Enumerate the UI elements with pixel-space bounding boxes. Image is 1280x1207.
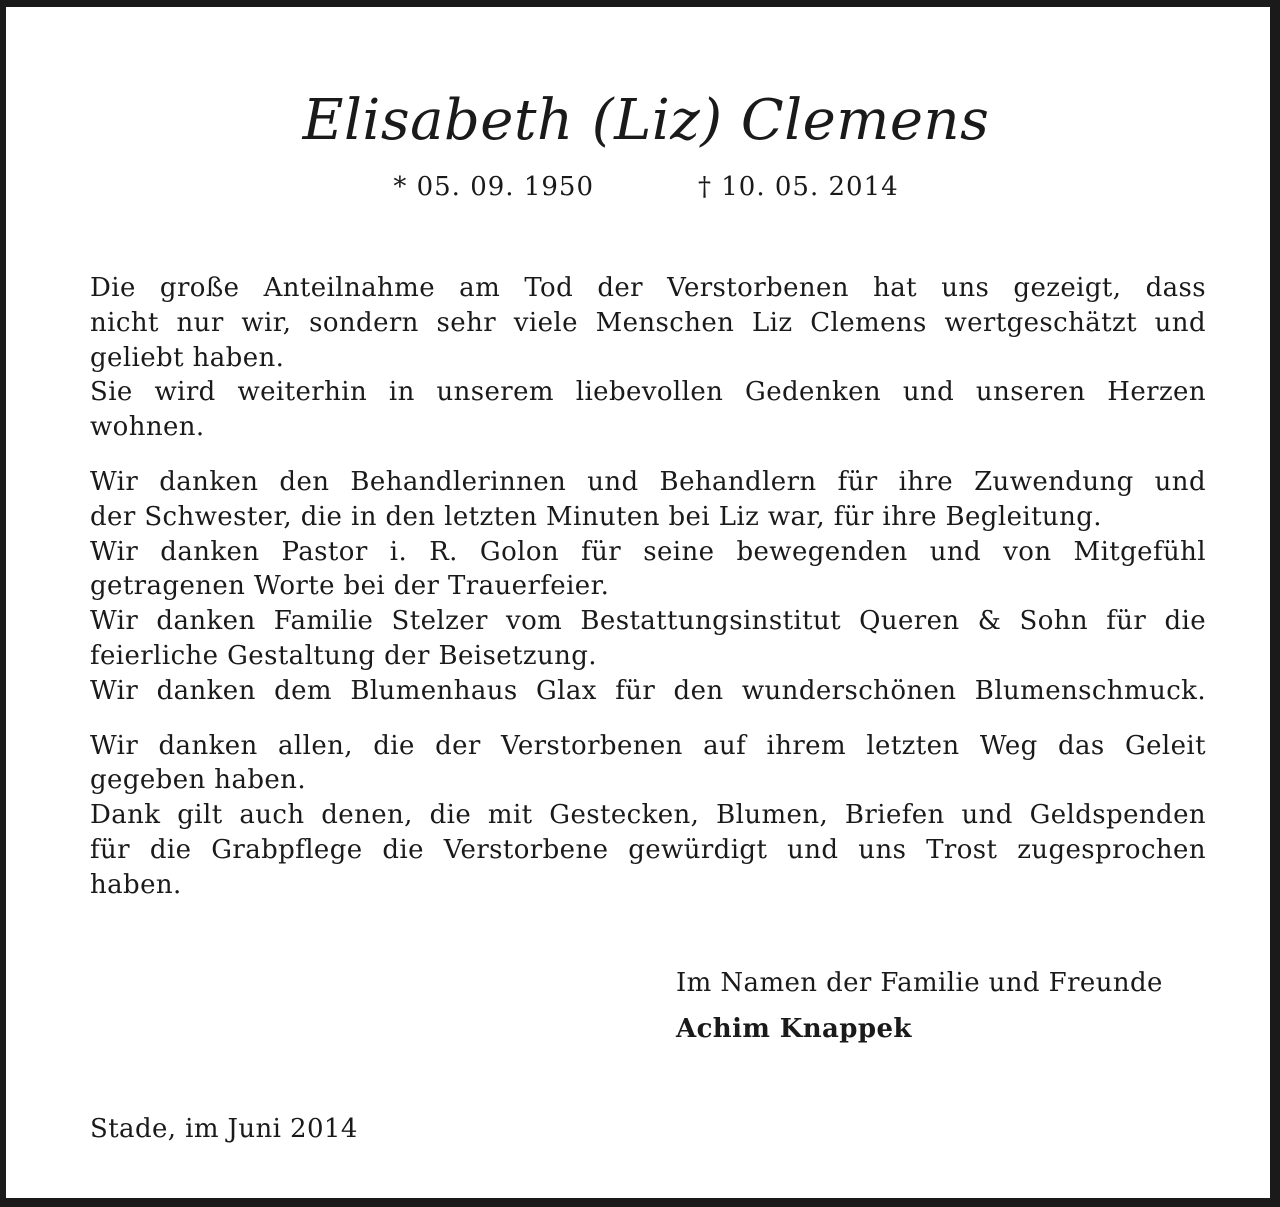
birth-date: * 05. 09. 1950 — [393, 172, 594, 202]
body-line: gegeben haben. — [90, 765, 306, 796]
body-line: feierliche Gestaltung der Beisetzung. — [90, 640, 597, 671]
body-line: Wir danken den Behandlerinnen und Behandlern für ihre Zuwendung und — [90, 466, 1206, 497]
signature-block — [676, 965, 1206, 1047]
death-date: † 10. 05. 2014 — [698, 172, 899, 202]
body-line: Wir danken allen, die der Verstorbenen auf ihrem letzten Weg das Geleit — [90, 730, 1206, 761]
body-line: der Schwester, die in den letzten Minuten bei Liz war, für ihre Begleitung. — [90, 501, 1102, 532]
body-line: geliebt haben. — [90, 342, 285, 373]
paragraph-condolence — [90, 271, 1206, 445]
body-line: getragenen Worte bei der Trauerfeier. — [90, 571, 610, 602]
signature-intro: Im Namen der Familie und Freunde — [676, 968, 1163, 998]
notice-body — [90, 271, 1206, 923]
body-line: haben. — [90, 869, 182, 900]
body-line: wohnen. — [90, 412, 205, 443]
body-line: Sie wird weiterhin in unserem liebevollen Gedenken und unseren Herzen — [90, 377, 1206, 408]
deceased-name: Elisabeth (Liz) Clemens — [302, 88, 990, 153]
body-line: Wir danken dem Blumenhaus Glax für den wunderschönen Blumenschmuck. — [90, 675, 1206, 706]
body-line: nicht nur wir, sondern sehr viele Menschen Liz Clemens wertgeschätzt und — [90, 307, 1206, 338]
signature-name: Achim Knappek — [676, 1014, 912, 1044]
body-line: Wir danken Pastor i. R. Golon für seine bewegenden und von Mitgefühl — [90, 536, 1206, 567]
body-line: Dank gilt auch denen, die mit Gestecken, Blumen, Briefen und Geldspenden — [90, 800, 1206, 831]
body-line: für die Grabpflege die Verstorbene gewürdigt und uns Trost zugesprochen — [90, 834, 1206, 865]
body-line: Wir danken Familie Stelzer vom Bestattungsinstitut Queren & Sohn für die — [90, 606, 1206, 637]
body-line: Die große Anteilnahme am Tod der Verstorbenen hat uns gezeigt, dass — [90, 273, 1206, 303]
paragraph-thanks-care — [90, 465, 1206, 709]
life-dates — [6, 169, 1280, 205]
place-date: Stade, im Juni 2014 — [90, 1114, 358, 1144]
paragraph-thanks-all — [90, 729, 1206, 903]
